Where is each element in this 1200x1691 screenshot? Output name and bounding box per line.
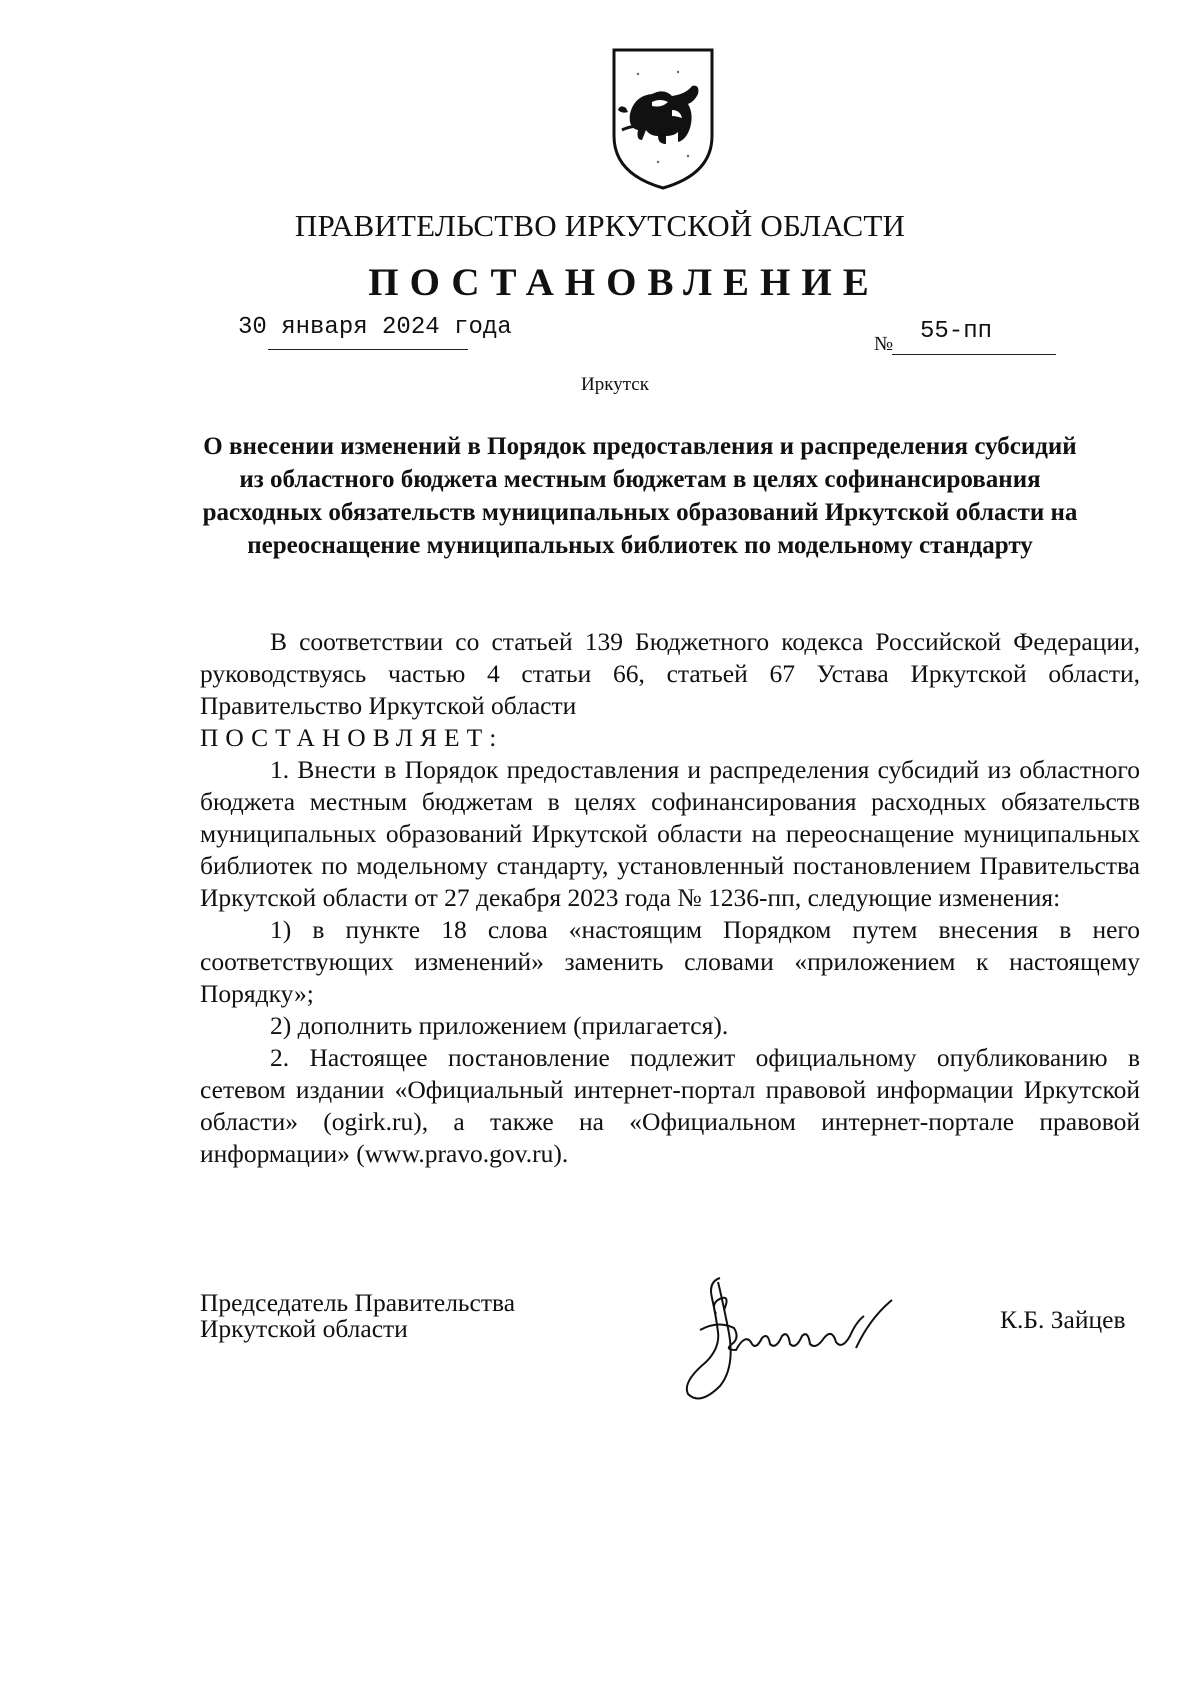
signer-title-line-1: Председатель Правительства (200, 1288, 516, 1317)
government-title: ПРАВИТЕЛЬСТВО ИРКУТСКОЙ ОБЛАСТИ (294, 208, 906, 243)
date-underline (268, 349, 468, 350)
item-1-1-paragraph: 1) в пункте 18 слова «настоящим Порядком путем внесения в него соответствующих изменений» заменить словами «приложением к настоящему Порядку»; (200, 915, 1140, 1008)
signer-name: К.Б. Зайцев (1000, 1305, 1126, 1334)
document-date (238, 314, 512, 341)
irkutsk-coat-of-arms-icon (608, 44, 718, 192)
item-2-paragraph: 2. Настоящее постановление подлежит официальному опубликованию в сетевом издании «Официальный интернет-портал правовой информации Иркутской области» (ogirk.ru), а также на «Официальном интернет-портале правовой информации» (www.pravo.gov.ru). (200, 1043, 1140, 1168)
number-underline (892, 354, 1056, 355)
date-value: 30 января 2024 (238, 314, 440, 341)
signer-title (200, 1290, 515, 1342)
date-suffix: года (454, 314, 512, 341)
document-number: 55-пп (920, 318, 993, 345)
signer-title-line-2: Иркутской области (200, 1314, 408, 1343)
document-subject: О внесении изменений в Порядок предоставления и распределения субсидий из областного бюджета местным бюджетам в целях софинансирования расходных обязательств муниципальных образований Иркутской области на переоснащение муниципальных библиотек по модельному стандарту (202, 433, 1078, 559)
decree-word: ПОСТАНОВЛЯЕТ: (200, 723, 504, 752)
item-1-2-paragraph: 2) дополнить приложением (прилагается). (270, 1011, 729, 1040)
preamble-paragraph: В соответствии со статьей 139 Бюджетного кодекса Российской Федерации, руководствуясь частью 4 статьи 66, статьей 67 Устава Иркутской области, Правительство Иркутской области (200, 627, 1140, 720)
handwritten-signature-icon (660, 1258, 940, 1408)
number-sign: № (874, 333, 894, 355)
document-body (200, 626, 1140, 1170)
city: Иркутск (581, 374, 649, 395)
document-type-title: ПОСТАНОВЛЕНИЕ (368, 261, 880, 304)
item-1-paragraph: 1. Внести в Порядок предоставления и распределения субсидий из областного бюджета местным бюджетам в целях софинансирования расходных обязательств муниципальных образований Иркутской области на переоснащение муниципальных библиотек по модельному стандарту, установленный постановлением Правительства Иркутской области от 27 декабря 2023 года № 1236-пп, следующие изменения: (200, 755, 1140, 912)
